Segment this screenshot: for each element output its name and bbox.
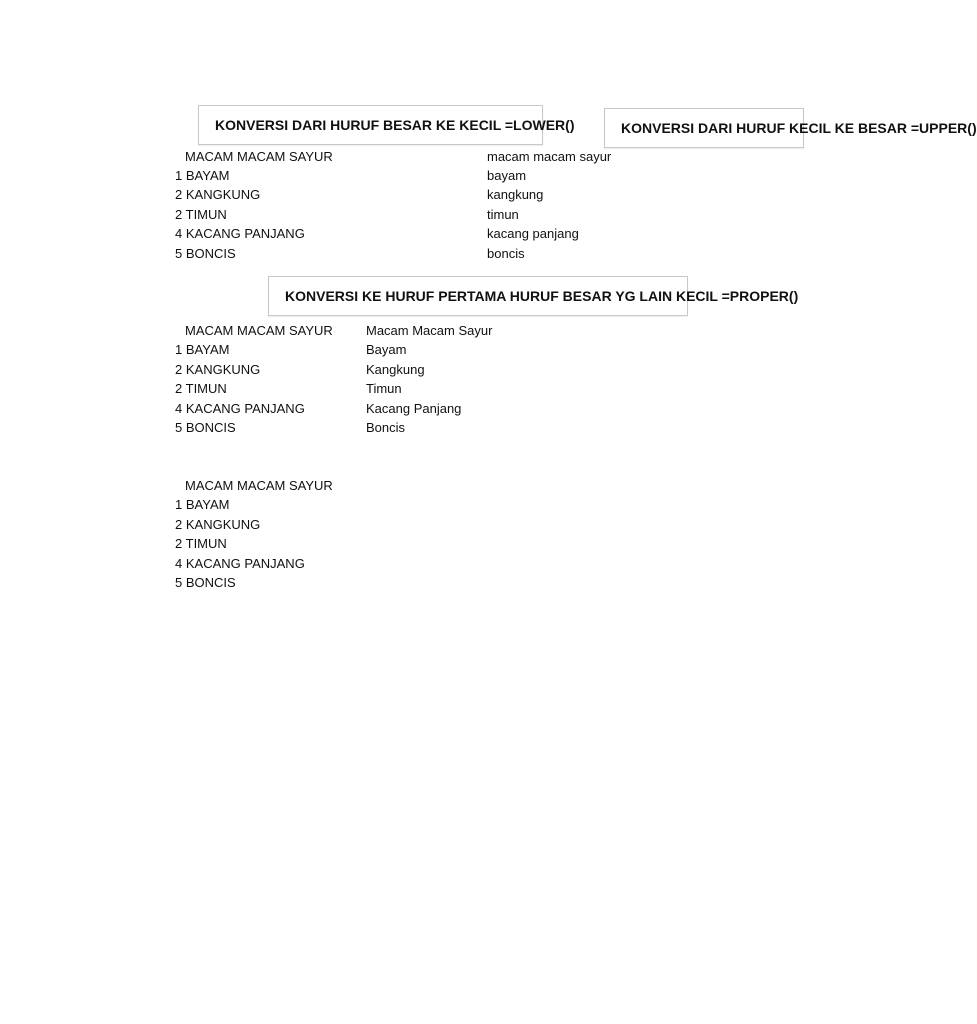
lower-header: macam macam sayur (487, 149, 612, 164)
proper-row: Boncis (366, 420, 406, 435)
list1-row: 5 BONCIS (175, 246, 236, 261)
list2-row: 2 KANGKUNG (175, 362, 261, 377)
lower-title-box (198, 105, 575, 145)
list1-row: 4 KACANG PANJANG (175, 226, 305, 241)
list3-row: 4 KACANG PANJANG (175, 556, 305, 571)
list1-header: MACAM MACAM SAYUR (185, 149, 333, 164)
proper-title-box (268, 276, 799, 316)
list2-row: 2 TIMUN (175, 381, 227, 396)
proper-row: Kacang Panjang (366, 401, 462, 416)
list2-header: MACAM MACAM SAYUR (185, 323, 333, 338)
list1-row: 2 TIMUN (175, 207, 227, 222)
proper-title: KONVERSI KE HURUF PERTAMA HURUF BESAR YG LAIN KECIL =PROPER() (285, 288, 799, 304)
list2-row: 4 KACANG PANJANG (175, 401, 305, 416)
upper-title-box (604, 108, 977, 148)
list3-row: 5 BONCIS (175, 575, 236, 590)
list3-row: 1 BAYAM (175, 497, 230, 512)
list3-row: 2 KANGKUNG (175, 517, 261, 532)
proper-row: Timun (366, 381, 402, 396)
lower-row: boncis (487, 246, 525, 261)
lower-row: kacang panjang (487, 226, 579, 241)
proper-row: Bayam (366, 342, 407, 357)
list2-row: 5 BONCIS (175, 420, 236, 435)
list1-row: 2 KANGKUNG (175, 187, 261, 202)
lower-row: timun (487, 207, 519, 222)
list1-row: 1 BAYAM (175, 168, 230, 183)
lower-row: bayam (487, 168, 527, 183)
lower-row: kangkung (487, 187, 544, 202)
upper-title: KONVERSI DARI HURUF KECIL KE BESAR =UPPER() (621, 120, 977, 136)
proper-header: Macam Macam Sayur (366, 323, 493, 338)
list2-row: 1 BAYAM (175, 342, 230, 357)
list3-header: MACAM MACAM SAYUR (185, 478, 333, 493)
proper-row: Kangkung (366, 362, 425, 377)
lower-title: KONVERSI DARI HURUF BESAR KE KECIL =LOWER() (215, 117, 575, 133)
list3-row: 2 TIMUN (175, 536, 227, 551)
